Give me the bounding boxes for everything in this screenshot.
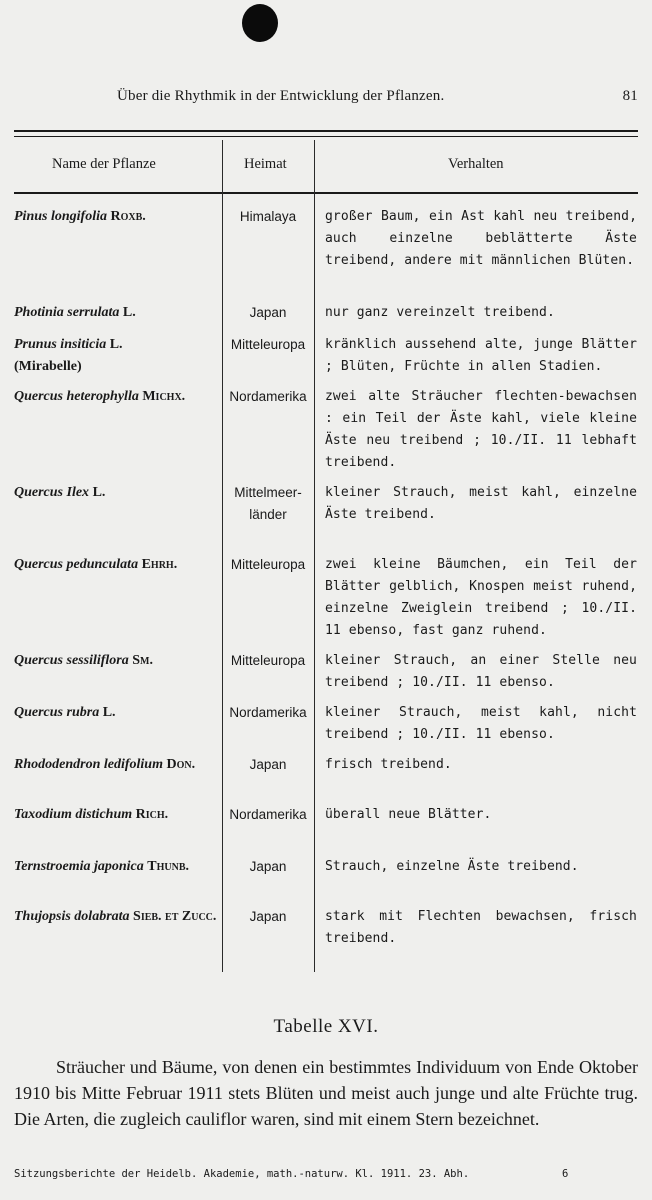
page-number: 81 <box>622 88 638 104</box>
heimat-cell: Nordamerika <box>229 807 307 822</box>
heimat-cell: Nordamerika <box>229 705 307 720</box>
plant-name-cell <box>14 302 219 324</box>
verhalten-cell: nur ganz vereinzelt treibend. <box>325 305 555 320</box>
scientific-name: Ternstroemia japonica <box>14 859 144 874</box>
plant-name-cell <box>14 804 219 826</box>
plant-name-cell <box>14 856 219 878</box>
column-header-heimat: Heimat <box>244 156 287 172</box>
heimat-cell: Japan <box>249 859 287 874</box>
verhalten-cell: Strauch, einzelne Äste treibend. <box>325 859 579 874</box>
table-top-rule-thin <box>14 136 638 137</box>
scientific-name: Rhododendron ledifolium <box>14 757 163 772</box>
scientific-name: Taxodium distichum <box>14 807 133 822</box>
verhalten-cell: kränklich aussehend alte, junge Blätter ; Blüten, Früchte in allen Stadien. <box>325 337 637 374</box>
column-header-verhalten: Verhalten <box>448 156 504 172</box>
scientific-name: Quercus rubra <box>14 705 100 720</box>
footer-text: Sitzungsberichte der Heidelb. Akademie, math.-naturw. Kl. 1911. 23. Abh. <box>14 1168 470 1180</box>
scientific-name: Prunus insiticia <box>14 337 107 352</box>
author-abbreviation: L. <box>122 305 136 320</box>
heimat-cell: Japan <box>249 909 287 924</box>
plant-name-cell <box>14 482 219 504</box>
author-abbreviation: L. <box>102 705 116 720</box>
page-footer <box>14 1168 638 1180</box>
verhalten-cell: frisch treibend. <box>325 757 452 772</box>
scientific-name: Quercus Ilex <box>14 485 90 500</box>
author-abbreviation: L. <box>109 337 123 352</box>
author-abbreviation: Rich. <box>135 807 169 822</box>
scientific-name: Pinus longifolia <box>14 209 107 224</box>
verhalten-cell: überall neue Blätter. <box>325 807 492 822</box>
author-abbreviation: Thunb. <box>147 859 190 874</box>
verhalten-cell: zwei kleine Bäumchen, ein Teil der Blätter gelblich, Knospen meist ruhend, einzelne Zweiglein treibend ; 10./II. 11 ebenso, fast ganz ruhend. <box>325 557 637 638</box>
verhalten-cell: stark mit Flechten bewachsen, frisch treibend. <box>325 909 637 946</box>
author-abbreviation: L. <box>92 485 106 500</box>
scientific-name: Quercus pedunculata <box>14 557 139 572</box>
verhalten-cell: zwei alte Sträucher flechten-bewachsen : ein Teil der Äste kahl, viele kleine Äste neu treibend ; 10./II. 11 lebhaft treibend. <box>325 389 637 470</box>
scientific-name: Photinia serrulata <box>14 305 120 320</box>
heimat-cell: Japan <box>249 305 287 320</box>
verhalten-cell: großer Baum, ein Ast kahl neu treibend, auch einzelne beblätterte Äste treibend, andere mit männlichen Blüten. <box>325 209 637 268</box>
author-abbreviation: Sm. <box>132 653 153 668</box>
scientific-name: Quercus heterophylla <box>14 389 139 404</box>
punch-hole <box>242 4 278 42</box>
plant-name-cell <box>14 206 219 228</box>
author-abbreviation: Sieb. et Zucc. <box>133 909 217 924</box>
common-name: (Mirabelle) <box>14 359 82 374</box>
table-top-rule <box>14 130 638 132</box>
plant-name-cell <box>14 906 219 928</box>
plant-name-cell <box>14 754 219 776</box>
heimat-cell: Nordamerika <box>229 389 307 404</box>
verhalten-cell: kleiner Strauch, meist kahl, nicht treibend ; 10./II. 11 ebenso. <box>325 705 637 742</box>
plant-name-cell <box>14 702 219 724</box>
scientific-name: Quercus sessiliflora <box>14 653 129 668</box>
heimat-cell: Mitteleuropa <box>230 557 306 572</box>
plant-name-cell <box>14 554 219 576</box>
plant-name-cell <box>14 386 219 408</box>
author-abbreviation: Michx. <box>142 389 186 404</box>
heimat-cell: Mitteleuropa <box>230 337 306 352</box>
plant-name-cell <box>14 650 219 672</box>
verhalten-cell: kleiner Strauch, an einer Stelle neu treibend ; 10./II. 11 ebenso. <box>325 653 637 690</box>
author-abbreviation: Roxb. <box>110 209 146 224</box>
table-caption: Tabelle XVI. <box>273 1016 379 1037</box>
author-abbreviation: Ehrh. <box>141 557 178 572</box>
scientific-name: Thujopsis dolabrata <box>14 909 130 924</box>
running-title: Über die Rhythmik in der Entwicklung der Pflanzen. <box>117 88 445 104</box>
plant-name-cell <box>14 334 219 378</box>
table-header-rule <box>14 192 638 194</box>
author-abbreviation: Don. <box>166 757 196 772</box>
heimat-cell: Japan <box>249 757 287 772</box>
column-divider-2 <box>314 140 315 972</box>
heimat-cell: Mitteleuropa <box>230 653 306 668</box>
running-header <box>117 88 638 105</box>
sheet-number: 6 <box>562 1168 569 1180</box>
verhalten-cell: kleiner Strauch, meist kahl, einzelne Äste treibend. <box>325 485 637 522</box>
heimat-cell: Himalaya <box>239 209 297 224</box>
caption-paragraph: Sträucher und Bäume, von denen ein bestimmtes Individuum von Ende Oktober 1910 bis Mitte Februar 1911 stets Blüten und meist auch junge und alte Früchte trug. Die Arten, die zugleich cauliflor waren, sind mit einem Stern bezeichnet. <box>14 1057 638 1129</box>
heimat-cell: Mittelmeerländer <box>234 485 302 522</box>
column-header-name: Name der Pflanze <box>52 156 156 172</box>
